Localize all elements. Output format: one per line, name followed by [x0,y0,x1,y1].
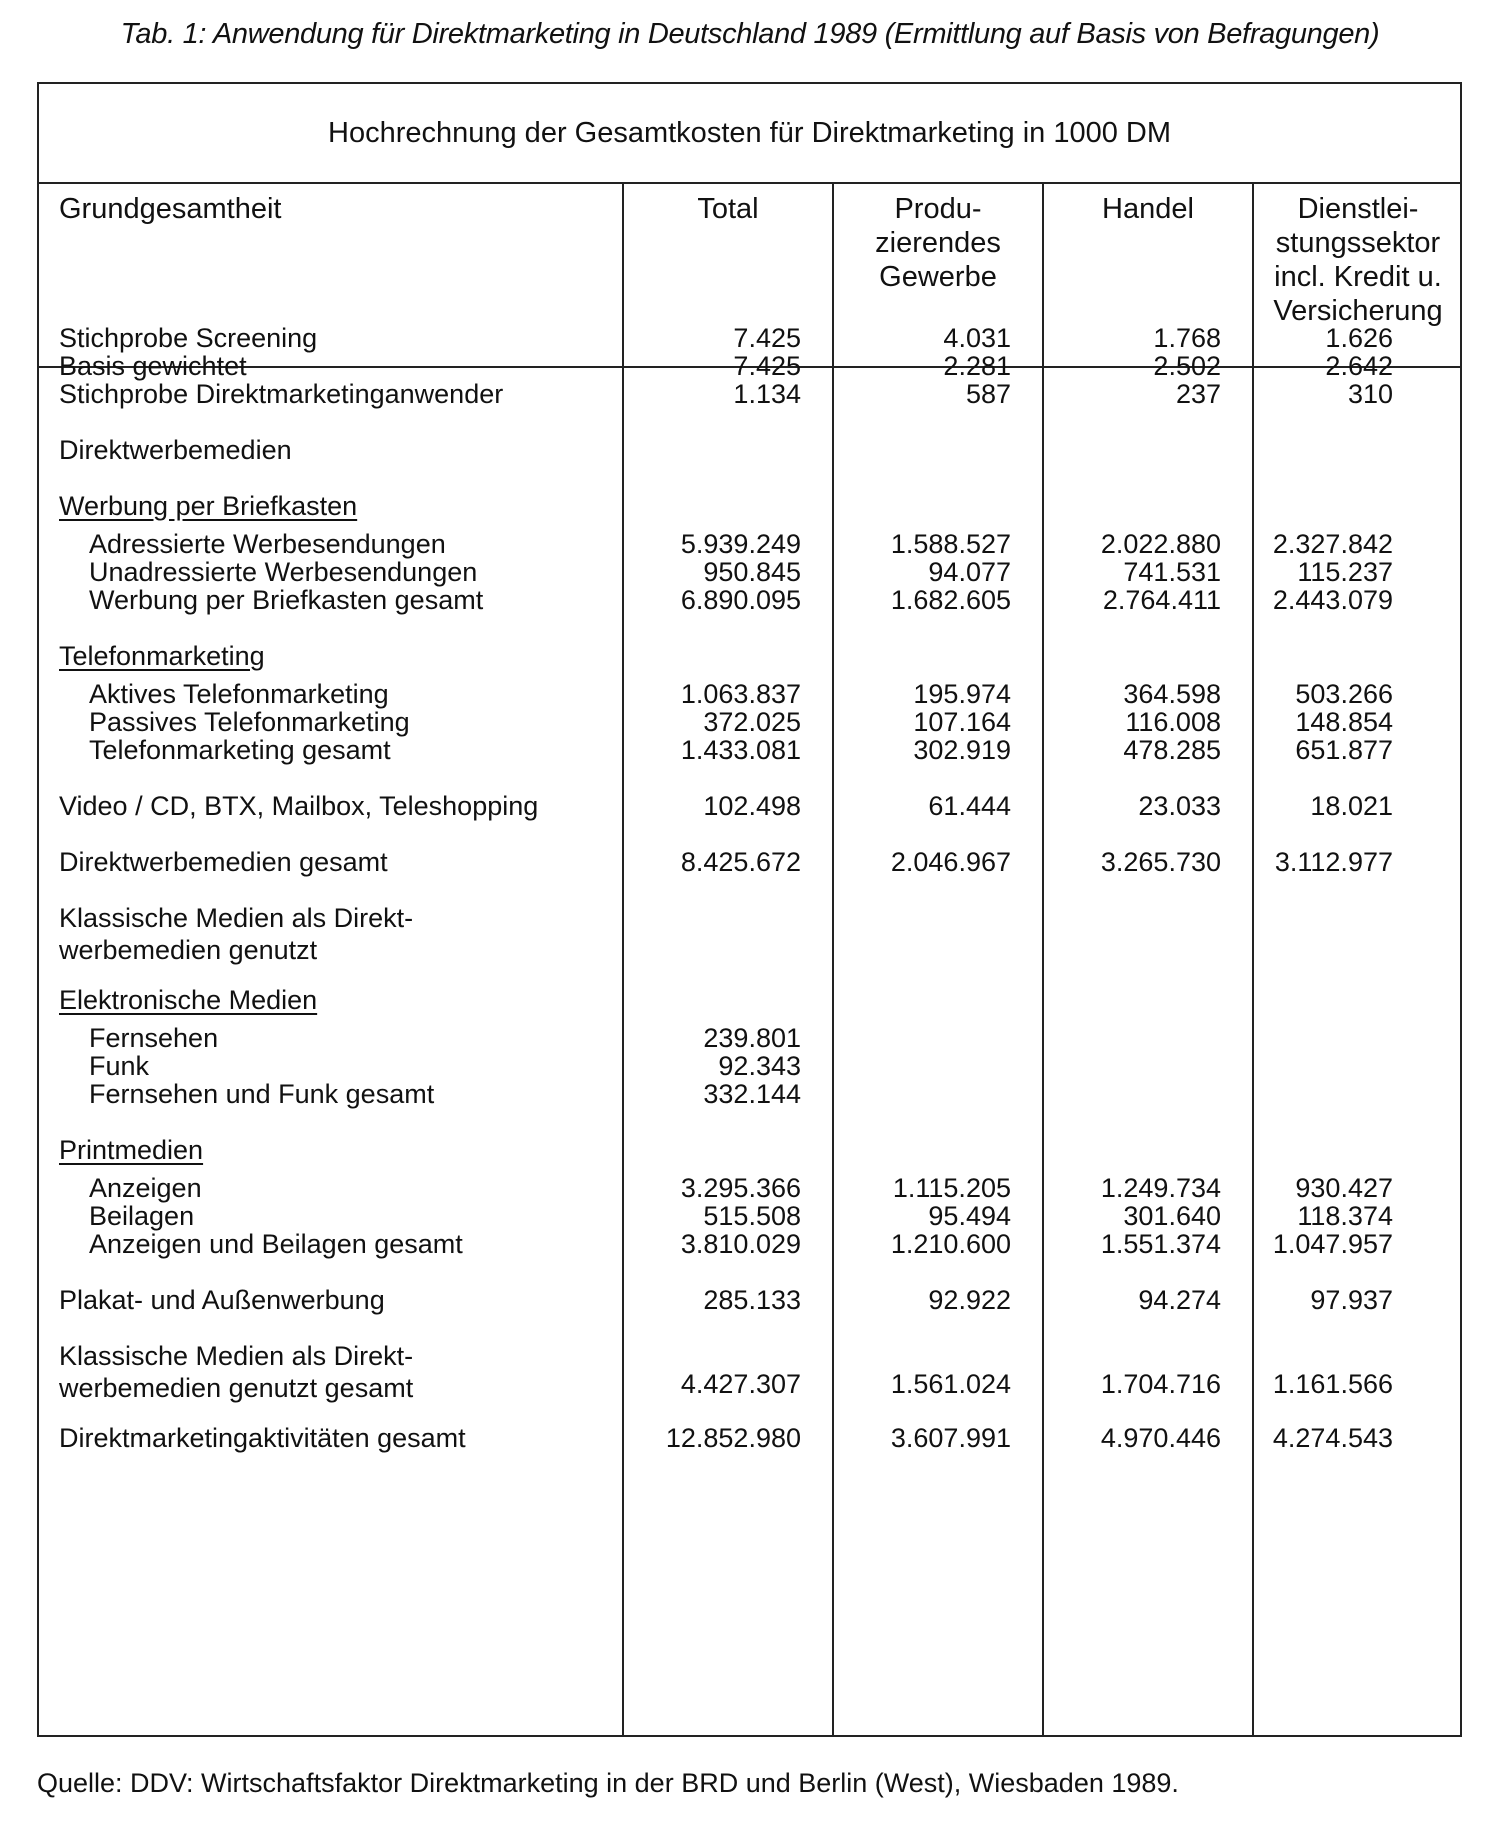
cell-value: 1.561.024 [890,1369,1011,1399]
cell-value: 285.133 [703,1285,801,1315]
cell-value: 3.607.991 [890,1423,1011,1453]
section-heading: Telefonmarketing [59,641,265,671]
cell-value: 2.281 [943,351,1011,381]
row-label: Plakat- und Außenwerbung [59,1285,385,1315]
cell-value: 1.063.837 [680,679,801,709]
row-label: Direktwerbemedien [59,435,292,465]
section-heading: Printmedien [59,1135,204,1165]
cell-value: 1.551.374 [1100,1229,1221,1259]
row-label: Telefonmarketing gesamt [89,735,391,765]
cell-value: 3.295.366 [680,1173,801,1203]
cell-value: 310 [1347,379,1393,409]
row-label: Fernsehen [89,1023,219,1053]
cell-value: 6.890.095 [680,585,801,615]
cell-value: 3.810.029 [680,1229,801,1259]
cell-value: 92.922 [928,1285,1011,1315]
cell-value: 4.427.307 [680,1369,801,1399]
source-note: Quelle: DDV: Wirtschaftsfaktor Direktmarketing in der BRD und Berlin (West), Wiesbaden 1989. [37,1768,1179,1798]
cell-value: 12.852.980 [665,1423,801,1453]
cell-value: 23.033 [1138,791,1221,821]
cell-value: 1.768 [1153,323,1221,353]
table-caption: Tab. 1: Anwendung für Direktmarketing in Deutschland 1989 (Ermittlung auf Basis von Befragungen) [120,18,1380,50]
cell-value: 18.021 [1310,791,1393,821]
cell-value: 3.265.730 [1100,847,1221,877]
cell-value: 2.443.079 [1272,585,1393,615]
cell-value: 7.425 [733,323,801,353]
cell-value: 237 [1175,379,1221,409]
cell-value: 651.877 [1295,735,1393,765]
section-heading: Werbung per Briefkasten [59,491,358,521]
cell-value: 94.274 [1138,1285,1221,1315]
row-label: Beilagen [89,1201,195,1231]
row-label: Adressierte Werbesendungen [89,529,446,559]
cell-value: 1.626 [1325,323,1393,353]
cell-value: 97.937 [1310,1285,1393,1315]
column-divider [1252,184,1254,1735]
cell-value: 107.164 [913,707,1011,737]
cell-value: 195.974 [913,679,1011,709]
row-label: Passives Telefonmarketing [89,707,410,737]
data-table [37,82,1462,1737]
cell-value: 1.047.957 [1272,1229,1393,1259]
row-label: Anzeigen [89,1173,202,1203]
cell-value: 372.025 [703,707,801,737]
cell-value: 364.598 [1123,679,1221,709]
cell-value: 2.327.842 [1272,529,1393,559]
cell-value: 102.498 [703,791,801,821]
cell-value: 2.022.880 [1100,529,1221,559]
cell-value: 1.704.716 [1100,1369,1221,1399]
cell-value: 1.433.081 [680,735,801,765]
cell-value: 94.077 [928,557,1011,587]
cell-value: 1.588.527 [890,529,1011,559]
column-header-label: Grundgesamtheit [59,193,282,225]
cell-value: 4.970.446 [1100,1423,1221,1453]
table-title: Hochrechnung der Gesamtkosten für Direktmarketing in 1000 DM [39,84,1460,184]
cell-value: 930.427 [1295,1173,1393,1203]
cell-value: 1.249.734 [1100,1173,1221,1203]
cell-value: 118.374 [1297,1201,1393,1231]
column-divider [832,184,834,1735]
cell-value: 332.144 [703,1079,801,1109]
column-divider [1042,184,1044,1735]
cell-value: 301.640 [1123,1201,1221,1231]
column-header-handel: Handel [1102,193,1194,225]
cell-value: 4.031 [943,323,1011,353]
row-label: Funk [89,1051,150,1081]
cell-value: 1.115.205 [892,1173,1011,1203]
column-header-produzierendes-gewerbe: Produ- zierendes Gewerbe [875,193,1001,293]
row-label: Basis gewichtet [59,351,247,381]
row-label: Klassische Medien als Direkt- werbemedien genutzt [59,903,414,965]
row-label: Aktives Telefonmarketing [89,679,389,709]
row-label: Direktwerbemedien gesamt [59,847,388,877]
cell-value: 61.444 [928,791,1011,821]
row-label: Unadressierte Werbesendungen [89,557,478,587]
cell-value: 503.266 [1295,679,1393,709]
row-label: Werbung per Briefkasten gesamt [89,585,484,615]
cell-value: 2.502 [1153,351,1221,381]
cell-value: 950.845 [703,557,801,587]
cell-value: 7.425 [733,351,801,381]
row-label: Stichprobe Direktmarketinganwender [59,379,504,409]
cell-value: 92.343 [718,1051,801,1081]
cell-value: 239.801 [703,1023,801,1053]
cell-value: 515.508 [703,1201,801,1231]
cell-value: 95.494 [928,1201,1011,1231]
cell-value: 2.642 [1325,351,1393,381]
cell-value: 741.531 [1123,557,1221,587]
row-label: Klassische Medien als Direkt- werbemedien genutzt gesamt [59,1341,414,1403]
row-label: Stichprobe Screening [59,323,318,353]
cell-value: 5.939.249 [680,529,801,559]
cell-value: 1.210.600 [890,1229,1011,1259]
row-label: Anzeigen und Beilagen gesamt [89,1229,463,1259]
cell-value: 1.134 [733,379,801,409]
row-label: Video / CD, BTX, Mailbox, Teleshopping [59,791,539,821]
column-header-total: Total [697,193,759,225]
cell-value: 8.425.672 [680,847,801,877]
cell-value: 1.682.605 [890,585,1011,615]
cell-value: 115.237 [1297,557,1393,587]
cell-value: 2.046.967 [890,847,1011,877]
cell-value: 3.112.977 [1274,847,1393,877]
cell-value: 478.285 [1123,735,1221,765]
cell-value: 4.274.543 [1272,1423,1393,1453]
cell-value: 1.161.566 [1272,1369,1393,1399]
cell-value: 302.919 [913,735,1011,765]
row-label: Direktmarketingaktivitäten gesamt [59,1423,466,1453]
cell-value: 148.854 [1295,707,1393,737]
section-heading: Elektronische Medien [59,985,318,1015]
column-header-dienstleistungssektor: Dienstlei- stungssektor incl. Kredit u. Versicherung [1273,193,1443,327]
cell-value: 2.764.411 [1102,585,1221,615]
cell-value: 587 [965,379,1011,409]
row-label: Fernsehen und Funk gesamt [89,1079,435,1109]
cell-value: 116.008 [1125,707,1221,737]
column-divider [622,184,624,1735]
